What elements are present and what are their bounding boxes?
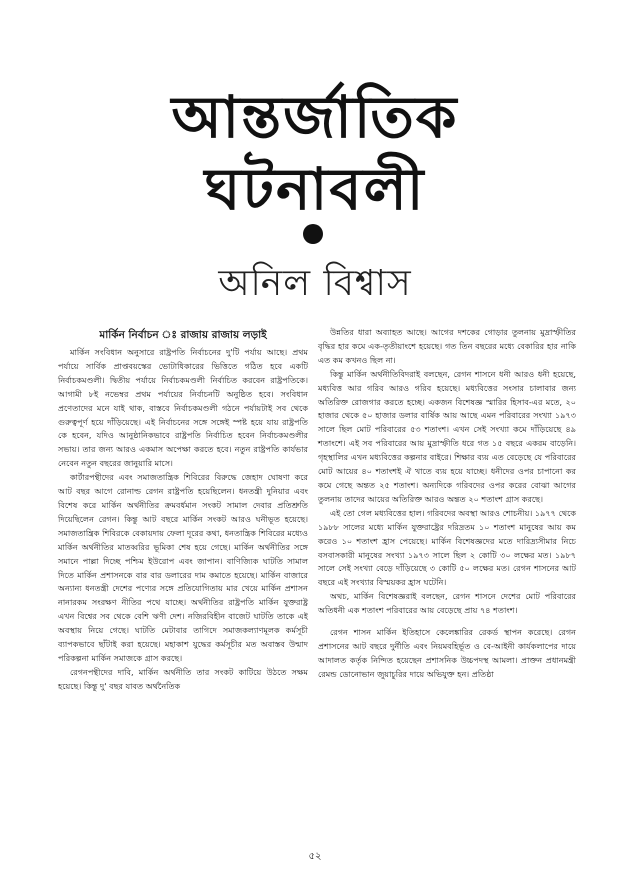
left-paragraph-1: মার্কিন সংবিধান অনুসারে রাষ্ট্রপতি নির্বাচনের দু'টি পর্যায় আছে। প্রথম পর্যায়ে সার্বিক প্রাপ্তবয়স্কের ভোটাধিকারের ভিত্তিতে গঠিত হবে একটি নির্বাচকমণ্ডলী। দ্বিতীয় পর্যায়ে নির্বাচকমণ্ডলী নির্বাচিত করবেন রাষ্ট্রপতিকে। আগামী ৮ই নভেম্বর প্রথম পর্যায়ের নির্বাচনটি অনুষ্ঠিত হবে। সংবিধান প্রণেতাদের মনে যাই থাক, বাস্তবে নির্বাচকমণ্ডলী গঠনে পর্যায়টাই সব থেকে গুরুত্বপূর্ণ হয়ে দাঁড়িয়েছে। এই নির্বাচনের সঙ্গে সঙ্গেই স্পষ্ট হয়ে যায় রাষ্ট্রপতি কে হবেন, যদিও আনুষ্ঠানিকভাবে রাষ্ট্রপতি নির্বাচিত হবেন নির্বাচকমণ্ডলীর সভায়। তার জন্য আরও একমাস অপেক্ষা করতে হবে। নতুন রাষ্ট্রপতি কার্যভার নেবেন নতুন বছরের জানুয়ারি মাসে। xyxy=(58,347,308,469)
title-line-2: ঘটনাবলী xyxy=(204,155,426,223)
right-column xyxy=(318,326,576,682)
page-number: ৫২ xyxy=(308,851,322,862)
bullet-dot xyxy=(303,224,323,244)
right-paragraph-5: রেগন শাসন মার্কিন ইতিহাসে কেলেঙ্কারির রেকর্ড স্থাপন করেছে। রেগন প্রশাসনের আট বছরে দুর্নীতি এবং নিয়মবহির্ভূত ও বে-আইনী কার্যকলাপের দায়ে আদালত কর্তৃক নিন্দিত হয়েছেন প্রশাসনিক উচ্চপদস্থ আমলা। প্রাক্তন প্রধানমন্ত্রী রেমন্ড ডোনোভান জুয়াচুরির দায়ে অভিযুক্ত হন। প্রতিষ্ঠা xyxy=(318,627,576,679)
right-paragraph-1: উন্নতির ধারা অব্যাহত আছে। আগের দশকের গোড়ার তুলনায় মুদ্রাস্ফীতির বৃদ্ধির হার কমে এক-তৃতীয়াংশে হয়েছে। গত তিন বছরের মধ্যে বেকারির হার নাকি এত কম কখনও ছিল না। xyxy=(318,327,576,365)
section-heading: মার্কিন নির্বাচন ঃ রাজায় রাজায় লড়াই xyxy=(99,329,267,341)
right-paragraph-4: অথচ, মার্কিন বিশেষজ্ঞরাই বলছেন, রেগন শাসনে দেশের মোট পরিবারের অতিধনী এক শতাংশ পরিবারের আয় বেড়েছে প্রায় ৭৪ শতাংশ। xyxy=(318,591,576,616)
right-paragraph-2: কিন্তু মার্কিন অর্থনীতিবিদরাই বলছেন, রেগন শাসনে ধনী আরও ধনী হয়েছে, মধ্যবিত্ত আর গরিব আরও গরিব হয়েছে। মধ্যবিত্তের সংসার চালাবার জন্য অতিরিক্ত রোজগার করতে হচ্ছে। একজন বিশেষজ্ঞ স্মারির হিসাব-এর মতে, ২০ হাজার থেকে ৫০ হাজার ডলার বার্ষিক আয় আছে এমন পরিবারের সংখ্যা ১৯৭৩ সালে ছিল মোট পরিবারের ৫৩ শতাংশ। এখন সেই সংখ্যা কমে দাঁড়িয়েছে ৪৯ শতাংশে। এই সব পরিবারের আয় মুদ্রাস্ফীতি ধরে গত ১৫ বছরে একরম বাড়েনি। গৃহস্থালির এখন মধ্যবিত্তের কল্পনার বাইরে। শিক্ষার ব্যয় এত বেড়েছে যে পরিবারের মোট আয়ের ৪০ শতাংশই ঐ খাতে ব্যয় হয়ে যাচ্ছে। ধনীদের ওপর চাপানো কর কমে গেছে অন্তত ২৫ শতাংশ। অন্যদিকে গরিবদের ওপর করের বোঝা আগের তুলনায় তাদের আয়ের অতিরিক্ত আরও অন্তত ২০ শতাংশ গ্রাস করছে। xyxy=(318,368,576,504)
left-paragraph-3: রেগনপন্থীদের দাবি, মার্কিন অর্থনীতি তার সংকট কাটিয়ে উঠতে সক্ষম হয়েছে। কিন্তু দু' বছর যাবত অর্থনৈতিক xyxy=(58,666,308,691)
left-column xyxy=(58,326,308,694)
right-paragraph-3: এই তো গেল মধ্যবিত্তের হাল। গরিবদের অবস্থা আরও শোচনীয়। ১৯৭৭ থেকে ১৯৮৮ সালের মধ্যে মার্কিন যুক্তরাষ্ট্রের দরিদ্রতম ১০ শতাংশ মানুষের আয় কম করেও ১০ শতাংশ হ্রাস পেয়েছে। মার্কিন বিশেষজ্ঞদের মতে দারিদ্র্যসীমার নিচে বসবাসকারী মানুষের সংখ্যা ১৯৭৩ সালে ছিল ২ কোটি ৩০ লক্ষের মত। ১৯৮৭ সালে সেই সংখ্যা বেড়ে দাঁড়িয়েছে ৩ কোটি ৫০ লক্ষের মত। রেগন শাসনের আট বছরে এই সংখ্যার বিস্ময়কর হ্রাস ঘটেনি। xyxy=(318,507,576,588)
paragraph-gap xyxy=(318,618,576,626)
title-line-1: আন্তর্জাতিক xyxy=(171,83,459,151)
left-paragraph-2: কার্টারপন্থীদের এবং সমাজতান্ত্রিক শিবিরের বিরুদ্ধে জেহাদ ঘোষণা করে আট বছর আগে রোনাল্ড রেগন রাষ্ট্রপতি হয়েছিলেন। ধনতন্ত্রী দুনিয়ার এবং বিশেষ করে মার্কিন অর্থনীতির ক্রমবর্ধমান সংকট সামাল দেবার প্রতিশ্রুতি দিয়েছিলেন রেগন। কিন্তু আট বছরে মার্কিন সংকট আরও ঘনীভূত হয়েছে। সমাজতান্ত্রিক শিবিরকে বেকায়দায় ফেলা দূরের কথা, ধনতান্ত্রিক শিবিরের মধ্যেও মার্কিন অর্থনীতির মাতব্বরির ভূমিকা শেষ হয়ে গেছে। মার্কিন অর্থনীতির সঙ্গে সমানে পাল্লা দিচ্ছে পশ্চিম ইউরোপ এবং জাপান। বাণিজ্যিক ঘাটতি সামাল দিতে মার্কিন প্রশাসনকে বার বার ডলারের দাম কমাতে হয়েছে। মার্কিন বাজারে অন্যান্য ধনতন্ত্রী দেশের পণ্যের সঙ্গে প্রতিযোগিতায় মার খেয়ে মার্কিন প্রশাসন নানারকম সংরক্ষণ নীতির পথে যাচ্ছে। অর্থনীতির রাষ্ট্রপতি মার্কিন যুক্তরাষ্ট্র এখন বিশ্বের সব থেকে বেশি ঋণী দেশ। নজিরবিহীন বাজেট ঘাটতি তাকে এই অবস্থায় নিয়ে গেছে। ঘাটতি মেটাবার তাগিদে সমাজকল্যাণমূলক কর্মসূচী ব্যাপকভাবে ছাঁটাই করা হয়েছে। মহাকাশ যুদ্ধের কর্মসূচীর মত অবাস্তব উন্মাদ পরিকল্পনা মার্কিন সমাজকে গ্রাস করছে। xyxy=(58,472,308,663)
author-name: অনিল বিশ্বাস xyxy=(218,263,412,304)
